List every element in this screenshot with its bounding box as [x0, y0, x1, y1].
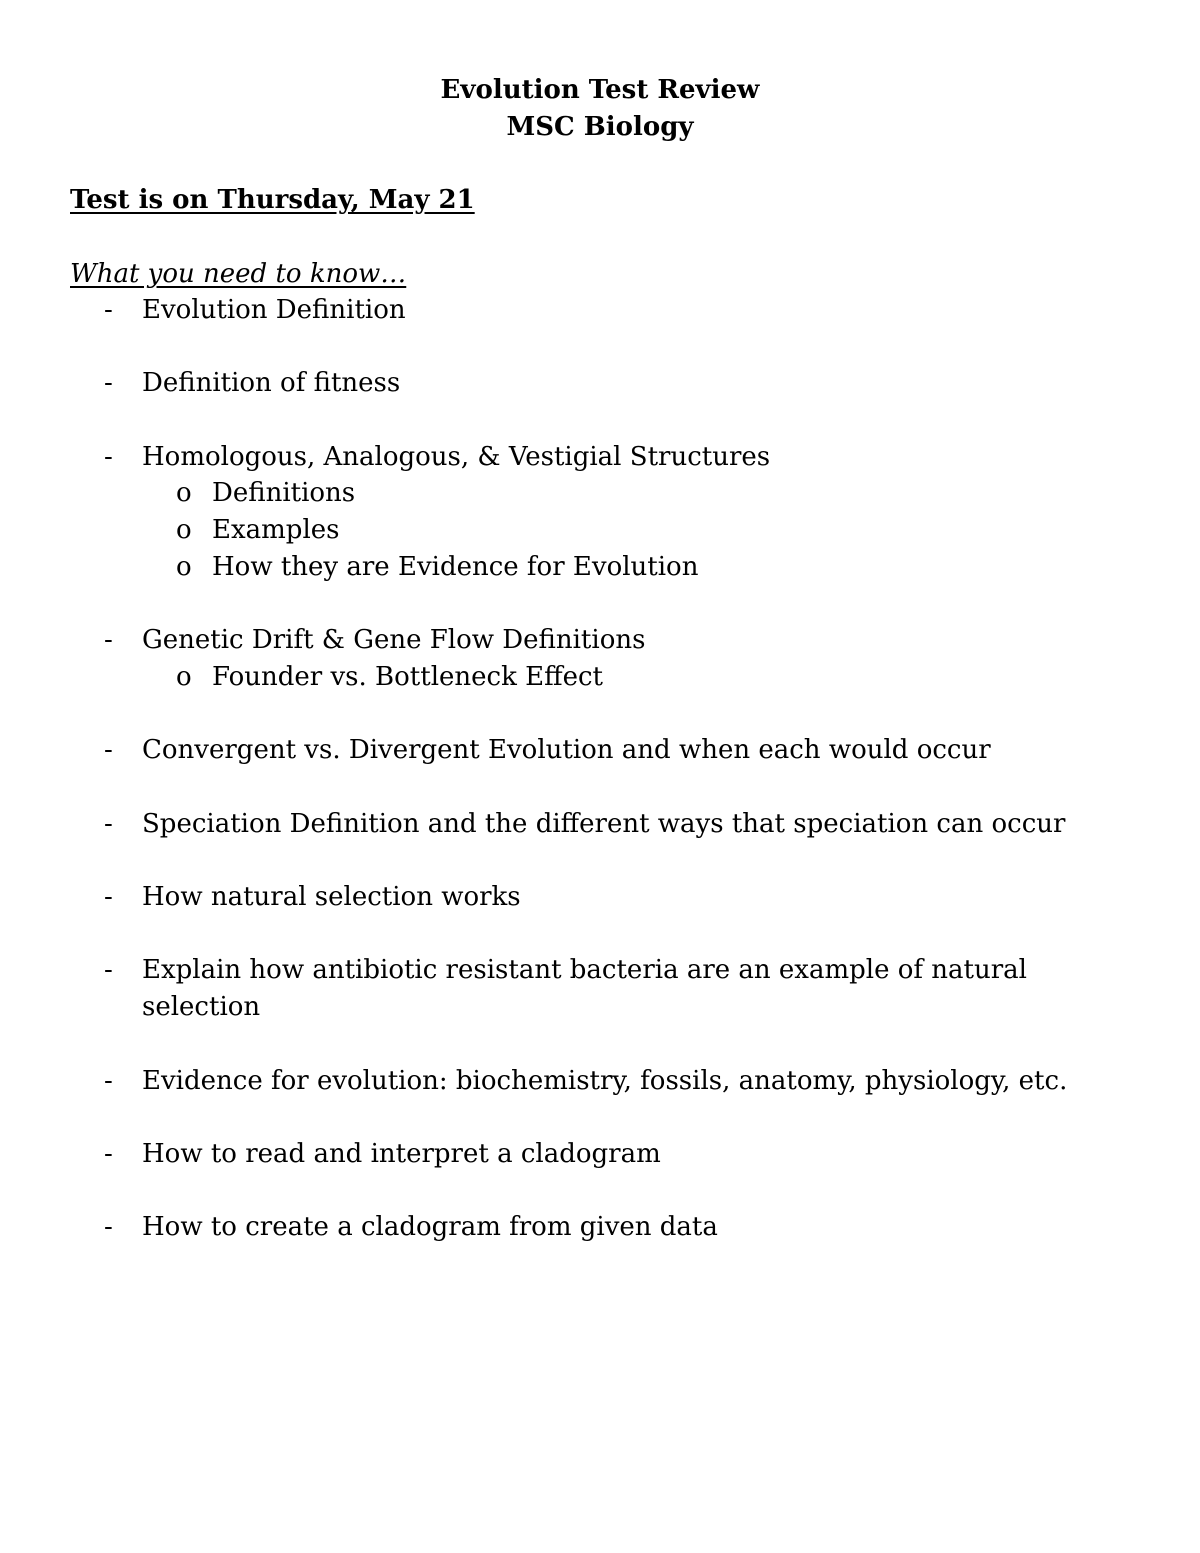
- list-item: [0, 292, 1200, 329]
- dash-marker: -: [104, 1065, 113, 1096]
- dash-marker: -: [104, 368, 113, 399]
- list-item: [0, 879, 1200, 916]
- dash-marker: -: [104, 1138, 113, 1169]
- bullet-marker: o: [176, 478, 192, 509]
- sub-list-item: [0, 475, 1200, 512]
- sub-list-item-text: Examples: [212, 515, 340, 546]
- list-item-text: Evidence for evolution: biochemistry, fossils, anatomy, physiology, etc.: [142, 1065, 1068, 1096]
- list-item-text: How to create a cladogram from given data: [142, 1212, 718, 1243]
- list-item: [0, 622, 1200, 695]
- list-item-text: Speciation Definition and the different ways that speciation can occur: [142, 808, 1066, 839]
- bullet-marker: o: [176, 551, 192, 582]
- dash-marker: -: [104, 808, 113, 839]
- dash-marker: -: [104, 1212, 113, 1243]
- sub-list-item: [0, 659, 1200, 696]
- intro-heading: What you need to know…: [70, 259, 407, 289]
- list-item-text: How natural selection works: [142, 882, 521, 913]
- document-title: Evolution Test Review: [440, 75, 760, 105]
- dash-marker: -: [104, 625, 113, 656]
- list-item: [0, 952, 1200, 1025]
- sub-list: [0, 475, 1200, 585]
- dash-marker: -: [104, 955, 113, 986]
- list-item-text: Evolution Definition: [142, 295, 406, 325]
- list-item: [0, 1209, 1200, 1246]
- sub-list-item-text: Definitions: [212, 478, 356, 509]
- sub-list-item: [0, 512, 1200, 549]
- list-item-text: Explain how antibiotic resistant bacteria are an example of natural selection: [142, 955, 1027, 1023]
- dash-marker: -: [104, 882, 113, 913]
- list-item-text: Definition of fitness: [142, 368, 401, 399]
- dash-marker: -: [104, 441, 113, 472]
- test-date-heading: Test is on Thursday, May 21: [70, 185, 475, 215]
- document-subtitle: MSC Biology: [506, 111, 694, 142]
- sub-list: [0, 659, 1200, 696]
- list-item-text: Genetic Drift & Gene Flow Definitions: [142, 625, 646, 656]
- list-item-text: How to read and interpret a cladogram: [142, 1138, 661, 1169]
- list-item: [0, 365, 1200, 402]
- sub-list-item-text: Founder vs. Bottleneck Effect: [212, 661, 603, 692]
- topic-list: [0, 292, 1200, 1246]
- list-item: [0, 439, 1200, 586]
- sub-list-item-text: How they are Evidence for Evolution: [212, 551, 699, 582]
- list-item-text: Convergent vs. Divergent Evolution and when each would occur: [142, 735, 991, 766]
- dash-marker: -: [104, 295, 113, 325]
- list-item: [0, 806, 1200, 843]
- list-item-text: Homologous, Analogous, & Vestigial Structures: [142, 441, 771, 472]
- list-item: [0, 732, 1200, 769]
- list-item: [0, 1063, 1200, 1100]
- bullet-marker: o: [176, 661, 192, 692]
- sub-list-item: [0, 549, 1200, 586]
- list-item: [0, 1136, 1200, 1173]
- dash-marker: -: [104, 735, 113, 766]
- title-block: [0, 72, 1200, 145]
- bullet-marker: o: [176, 515, 192, 546]
